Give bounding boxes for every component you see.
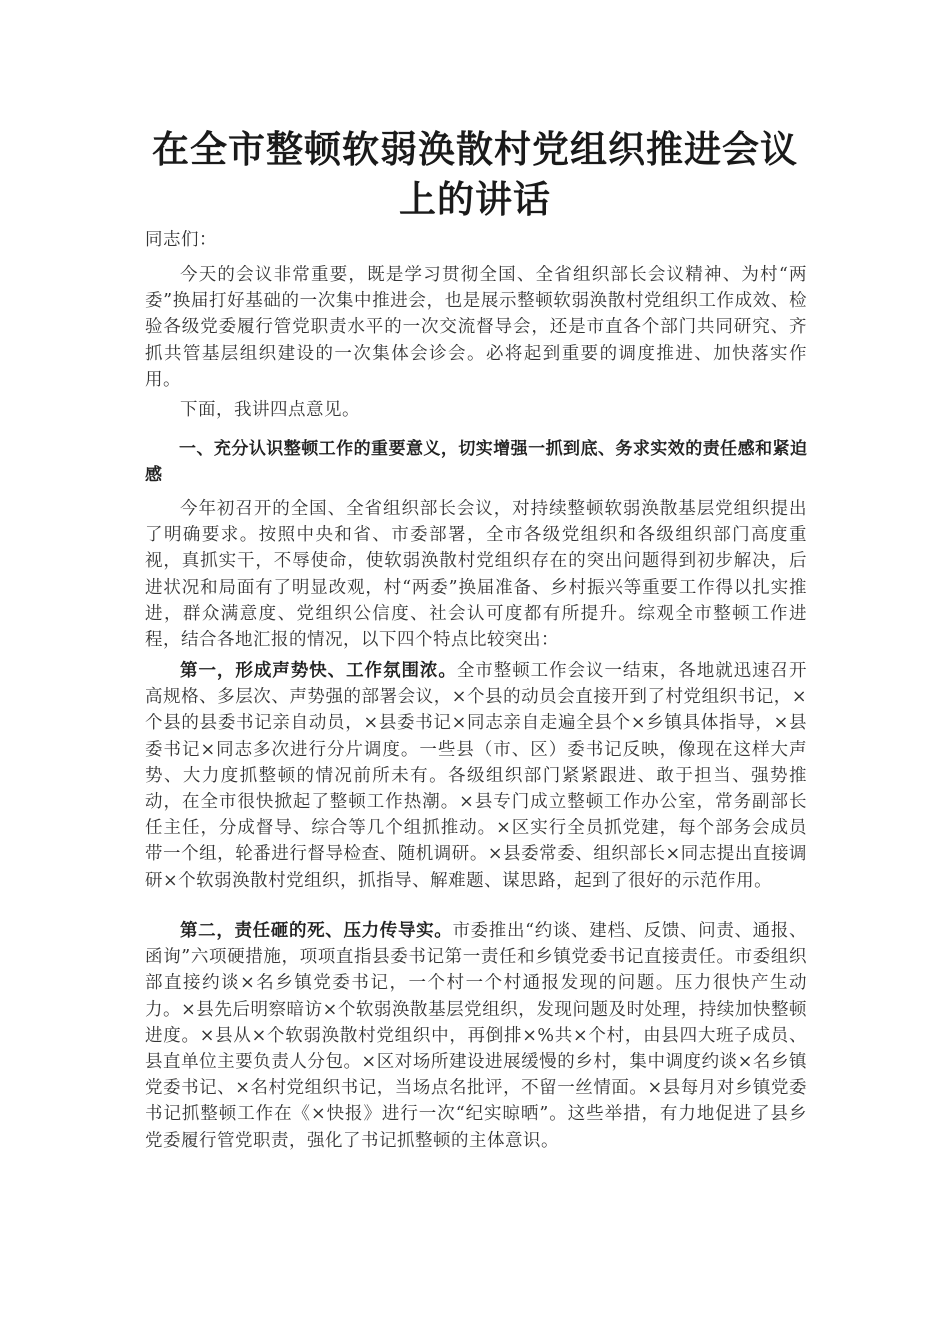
document-title: 在全市整顿软弱涣散村党组织推进会议上的讲话 (152, 127, 798, 221)
paragraph-point-two (145, 918, 807, 1154)
paragraph-transition: 下面，我讲四点意见。 (180, 400, 360, 420)
point-one-lead: 第一，形成声势快、工作氛围浓。 (180, 661, 457, 681)
section-heading-1: 一、充分认识整顿工作的重要意义，切实增强一抓到底、务求实效的责任感和紧迫感 (145, 439, 807, 486)
point-two-body: 市委推出“约谈、建档、反馈、问责、通报、函询”六项硬措施，项项直指县委书记第一责任和乡镇党委书记直接责任。市委组织部直接约谈×名乡镇党委书记，一个村一个村通报发现的问题。压力很快产生动力。×县先后明察暗访×个软弱涣散基层党组织，发现问题及时处理，持续加快整顿进度。×县从×个软弱涣散村党组织中，再倒排×%共×个村，由县四大班子成员、县直单位主要负责人分包。×区对场所建设进展缓慢的乡村，集中调度约谈×名乡镇党委书记、×名村党组织书记，当场点名批评，不留一丝情面。×县每月对乡镇党委书记抓整顿工作在《×快报》进行一次“纪实晾晒”。这些举措，有力地促进了县乡党委履行管党职责，强化了书记抓整顿的主体意识。 (145, 921, 807, 1151)
point-two-lead: 第二，责任砸的死、压力传导实。 (180, 921, 453, 941)
paragraph-opening: 今天的会议非常重要，既是学习贯彻全国、全省组织部长会议精神、为村“两委”换届打好基础的一次集中推进会，也是展示整顿软弱涣散村党组织工作成效、检验各级党委履行管党职责水平的一次交流督导会，还是市直各个部门共同研究、齐抓共管基层组织建设的一次集体会诊会。必将起到重要的调度推进、加快落实作用。 (145, 265, 807, 390)
paragraph-point-one (145, 658, 807, 894)
salutation: 同志们： (145, 230, 217, 250)
point-one-body: 全市整顿工作会议一结束，各地就迅速召开高规格、多层次、声势强的部署会议，×个县的动员会直接开到了村党组织书记，×个县的县委书记亲自动员，×县委书记×同志亲自走遍全县个×乡镇具体指导，×县委书记×同志多次进行分片调度。一些县（市、区）委书记反映，像现在这样大声势、大力度抓整顿的情况前所未有。各级组织部门紧紧跟进、敢于担当、强势推动，在全市很快掀起了整顿工作热潮。×县专门成立整顿工作办公室，常务副部长任主任，分成督导、综合等几个组抓推动。×区实行全员抓党建，每个部务会成员带一个组，轮番进行督导检查、随机调研。×县委常委、组织部长×同志提出直接调研×个软弱涣散村党组织，抓指导、解难题、谋思路，起到了很好的示范作用。 (145, 661, 808, 891)
paragraph-overview: 今年初召开的全国、全省组织部长会议，对持续整顿软弱涣散基层党组织提出了明确要求。按照中央和省、市委部署，全市各级党组织和各级组织部门高度重视，真抓实干，不辱使命，使软弱涣散村党组织存在的突出问题得到初步解决，后进状况和局面有了明显改观，村“两委”换届准备、乡村振兴等重要工作得以扎实推进，群众满意度、党组织公信度、社会认可度都有所提升。综观全市整顿工作进程，结合各地汇报的情况，以下四个特点比较突出： (145, 499, 807, 651)
